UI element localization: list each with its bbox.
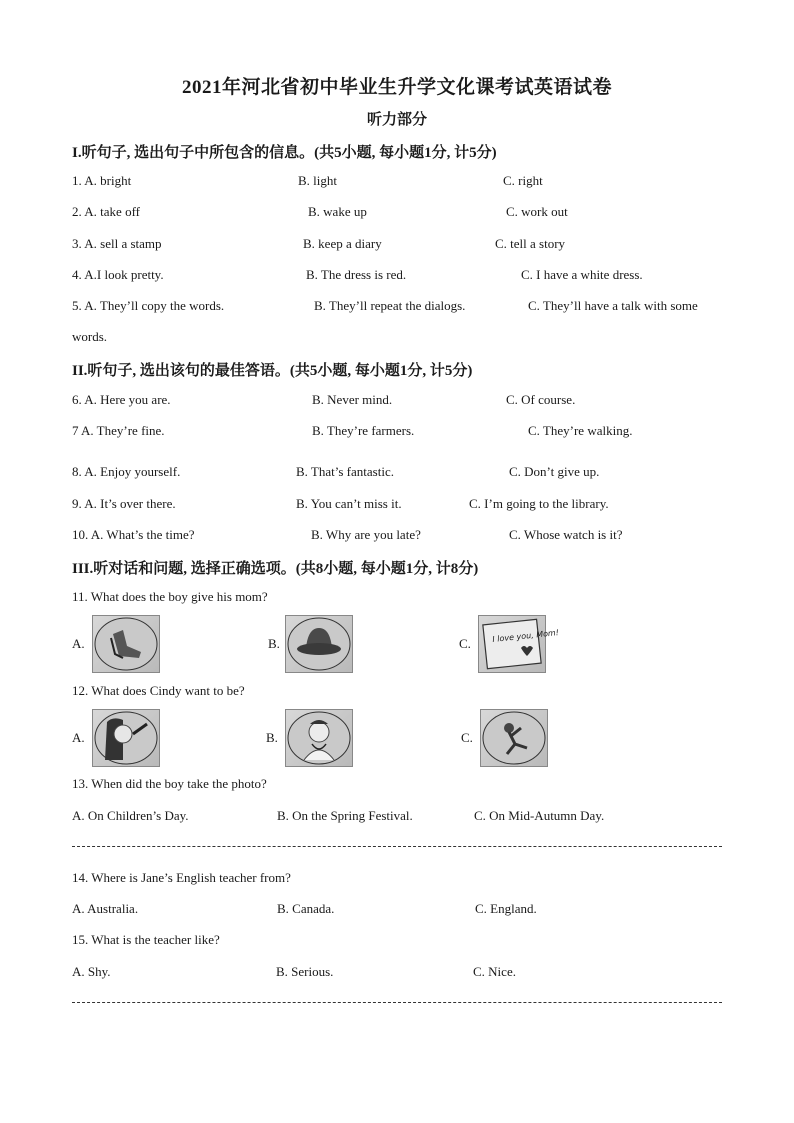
q3-option-b: B. keep a diary xyxy=(303,236,382,251)
dancer-icon xyxy=(481,710,547,766)
q8-option-b: B. That’s fantastic. xyxy=(296,464,394,479)
shoes-icon xyxy=(93,616,159,672)
q12-picture-b-doctor xyxy=(285,709,353,767)
page-title: 2021年河北省初中毕业生升学文化课考试英语试卷 xyxy=(181,77,612,98)
q6-option-a: 6. A. Here you are. xyxy=(72,392,171,407)
q10-option-a: 10. A. What’s the time? xyxy=(72,527,195,542)
card-lettering: I love you, Mom! xyxy=(491,628,560,644)
q14-option-c: C. England. xyxy=(475,901,537,916)
q8-option-a: 8. A. Enjoy yourself. xyxy=(72,464,181,479)
q12-picture-c-dancer xyxy=(480,709,548,767)
q4-option-b: B. The dress is red. xyxy=(306,267,407,282)
q14-stem: 14. Where is Jane’s English teacher from? xyxy=(72,870,291,885)
q13-option-c: C. On Mid-Autumn Day. xyxy=(474,808,605,823)
q6-option-b: B. Never mind. xyxy=(312,392,393,407)
q5-option-a: 5. A. They’ll copy the words. xyxy=(72,298,225,313)
q10-option-c: C. Whose watch is it? xyxy=(509,527,623,542)
q1-option-c: C. right xyxy=(503,173,543,188)
q12-picture-a-singer xyxy=(92,709,160,767)
q13-option-a: A. On Children’s Day. xyxy=(72,808,189,823)
section-3-heading: III.听对话和问题, 选择正确选项。(共8小题, 每小题1分, 计8分) xyxy=(72,561,479,577)
q5-option-c: C. They’ll have a talk with some xyxy=(528,298,698,313)
q12-label-b: B. xyxy=(266,730,278,745)
q2-option-a: 2. A. take off xyxy=(72,204,140,219)
dashed-divider xyxy=(72,846,722,847)
q11-picture-c-card xyxy=(478,615,560,673)
q9-option-b: B. You can’t miss it. xyxy=(296,496,402,511)
q12-label-a: A. xyxy=(72,730,85,745)
q15-option-a: A. Shy. xyxy=(72,964,111,979)
q11-label-b: B. xyxy=(268,636,280,651)
q2-option-c: C. work out xyxy=(506,204,568,219)
q11-label-c: C. xyxy=(459,636,471,651)
q15-option-c: C. Nice. xyxy=(473,964,516,979)
section-1-heading: I.听句子, 选出句子中所包含的信息。(共5小题, 每小题1分, 计5分) xyxy=(72,145,497,161)
q11-picture-b-hat xyxy=(285,615,353,673)
q7-option-c: C. They’re walking. xyxy=(528,423,633,438)
q5-option-b: B. They’ll repeat the dialogs. xyxy=(314,298,466,313)
q9-option-c: C. I’m going to the library. xyxy=(469,496,609,511)
q11-stem: 11. What does the boy give his mom? xyxy=(72,589,268,604)
q13-option-b: B. On the Spring Festival. xyxy=(277,808,413,823)
q14-option-a: A. Australia. xyxy=(72,901,139,916)
listening-part-heading: 听力部分 xyxy=(366,112,427,128)
q1-option-a: 1. A. bright xyxy=(72,173,132,188)
q10-option-b: B. Why are you late? xyxy=(311,527,421,542)
q9-option-a: 9. A. It’s over there. xyxy=(72,496,176,511)
section-2-heading: II.听句子, 选出该句的最佳答语。(共5小题, 每小题1分, 计5分) xyxy=(72,363,473,379)
q3-option-c: C. tell a story xyxy=(495,236,566,251)
q4-option-c: C. I have a white dress. xyxy=(521,267,643,282)
q12-label-c: C. xyxy=(461,730,473,745)
q7-option-a: 7 A. They’re fine. xyxy=(72,423,165,438)
q1-option-b: B. light xyxy=(298,173,338,188)
q4-option-a: 4. A.I look pretty. xyxy=(72,267,164,282)
q11-label-a: A. xyxy=(72,636,85,651)
q13-stem: 13. When did the boy take the photo? xyxy=(72,776,267,791)
singer-icon xyxy=(93,710,159,766)
q14-option-b: B. Canada. xyxy=(277,901,335,916)
q5-option-c-continued: words. xyxy=(72,329,108,344)
q3-option-a: 3. A. sell a stamp xyxy=(72,236,162,251)
q2-option-b: B. wake up xyxy=(308,204,367,219)
q15-stem: 15. What is the teacher like? xyxy=(72,932,220,947)
q12-stem: 12. What does Cindy want to be? xyxy=(72,683,245,698)
q11-picture-a-shoes xyxy=(92,615,160,673)
q6-option-c: C. Of course. xyxy=(506,392,576,407)
q8-option-c: C. Don’t give up. xyxy=(509,464,600,479)
card-icon xyxy=(479,616,560,672)
dashed-divider xyxy=(72,1002,722,1003)
doctor-icon xyxy=(286,710,352,766)
q7-option-b: B. They’re farmers. xyxy=(312,423,415,438)
hat-icon xyxy=(286,616,352,672)
q15-option-b: B. Serious. xyxy=(276,964,334,979)
